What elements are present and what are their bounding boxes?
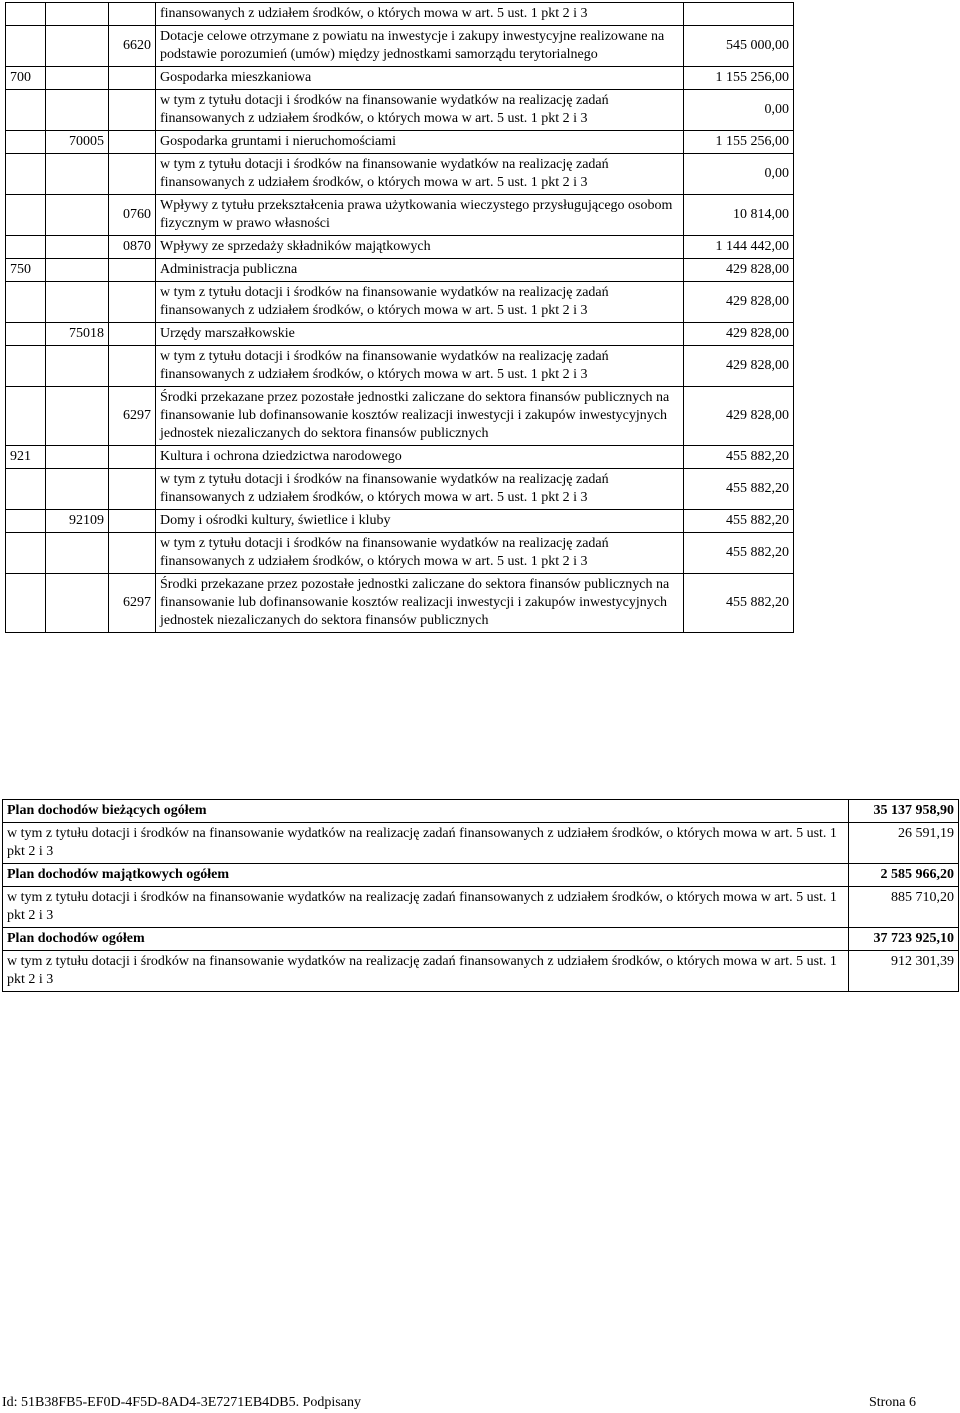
summary-label: Plan dochodów majątkowych ogółem xyxy=(3,864,849,887)
table-row xyxy=(6,236,794,259)
dzial-code: 921 xyxy=(6,446,46,469)
table-row xyxy=(6,469,794,510)
summary-row xyxy=(3,864,959,887)
empty-cell xyxy=(6,323,46,346)
empty-cell xyxy=(46,259,109,282)
table-row xyxy=(6,259,794,282)
empty-cell xyxy=(46,67,109,90)
row-amount: 429 828,00 xyxy=(684,259,794,282)
row-amount: 1 144 442,00 xyxy=(684,236,794,259)
row-amount: 10 814,00 xyxy=(684,195,794,236)
row-amount: 455 882,20 xyxy=(684,574,794,633)
row-description: Gospodarka gruntami i nieruchomościami xyxy=(156,131,684,154)
empty-cell xyxy=(6,469,46,510)
empty-cell xyxy=(46,446,109,469)
empty-cell xyxy=(6,90,46,131)
table-row xyxy=(6,323,794,346)
row-description: Wpływy z tytułu przekształcenia prawa użytkowania wieczystego przysługującego osobom fizycznym w prawo własności xyxy=(156,195,684,236)
table-row xyxy=(6,346,794,387)
row-description: Domy i ośrodki kultury, świetlice i kluby xyxy=(156,510,684,533)
empty-cell xyxy=(6,131,46,154)
summary-amount: 26 591,19 xyxy=(849,823,959,864)
row-amount: 455 882,20 xyxy=(684,533,794,574)
empty-cell xyxy=(46,533,109,574)
empty-cell xyxy=(6,236,46,259)
empty-cell xyxy=(109,469,156,510)
table-row xyxy=(6,387,794,446)
summary-amount: 2 585 966,20 xyxy=(849,864,959,887)
summary-row xyxy=(3,823,959,864)
empty-cell xyxy=(109,446,156,469)
row-description: Gospodarka mieszkaniowa xyxy=(156,67,684,90)
summary-row xyxy=(3,951,959,992)
row-amount: 1 155 256,00 xyxy=(684,67,794,90)
rozdzial-code: 70005 xyxy=(46,131,109,154)
page-number: Strona 6 xyxy=(868,1395,916,1410)
empty-cell xyxy=(109,67,156,90)
empty-cell xyxy=(46,387,109,446)
table-row xyxy=(6,131,794,154)
row-amount: 429 828,00 xyxy=(684,282,794,323)
empty-cell xyxy=(6,195,46,236)
row-amount: 455 882,20 xyxy=(684,469,794,510)
row-amount: 455 882,20 xyxy=(684,446,794,469)
row-description: Kultura i ochrona dziedzictwa narodowego xyxy=(156,446,684,469)
row-description: w tym z tytułu dotacji i środków na finansowanie wydatków na realizację zadań finansowanych z udziałem środków, o których mowa w art. 5 ust. 1 pkt 2 i 3 xyxy=(156,346,684,387)
row-amount: 545 000,00 xyxy=(684,26,794,67)
empty-cell xyxy=(46,90,109,131)
summary-amount: 885 710,20 xyxy=(849,887,959,928)
row-amount: 429 828,00 xyxy=(684,323,794,346)
paragraph-code: 6297 xyxy=(109,574,156,633)
table-row xyxy=(6,26,794,67)
income-summary-table xyxy=(2,799,959,992)
table-row xyxy=(6,510,794,533)
empty-cell xyxy=(46,469,109,510)
empty-cell xyxy=(109,3,156,26)
paragraph-code: 6620 xyxy=(109,26,156,67)
table-row xyxy=(6,282,794,323)
page-footer xyxy=(0,1394,960,1413)
row-amount xyxy=(684,3,794,26)
empty-cell xyxy=(109,154,156,195)
empty-cell xyxy=(109,533,156,574)
row-description: w tym z tytułu dotacji i środków na finansowanie wydatków na realizację zadań finansowanych z udziałem środków, o których mowa w art. 5 ust. 1 pkt 2 i 3 xyxy=(156,469,684,510)
empty-cell xyxy=(46,3,109,26)
empty-cell xyxy=(46,346,109,387)
row-description: w tym z tytułu dotacji i środków na finansowanie wydatków na realizację zadań finansowanych z udziałem środków, o których mowa w art. 5 ust. 1 pkt 2 i 3 xyxy=(156,533,684,574)
table-row xyxy=(6,67,794,90)
row-amount: 429 828,00 xyxy=(684,346,794,387)
table-row xyxy=(6,533,794,574)
empty-cell xyxy=(46,282,109,323)
empty-cell xyxy=(109,259,156,282)
row-amount: 429 828,00 xyxy=(684,387,794,446)
row-description: w tym z tytułu dotacji i środków na finansowanie wydatków na realizację zadań finansowanych z udziałem środków, o których mowa w art. 5 ust. 1 pkt 2 i 3 xyxy=(156,154,684,195)
dzial-code: 700 xyxy=(6,67,46,90)
row-description: Wpływy ze sprzedaży składników majątkowych xyxy=(156,236,684,259)
summary-row xyxy=(3,800,959,823)
row-description: Dotacje celowe otrzymane z powiatu na inwestycje i zakupy inwestycyjne realizowane na podstawie porozumień (umów) między jednostkami samorządu terytorialnego xyxy=(156,26,684,67)
row-description: Środki przekazane przez pozostałe jednostki zaliczane do sektora finansów publicznych na finansowanie lub dofinansowanie kosztów realizacji inwestycji i zakupów inwestycyjnych jednostek niezaliczanych do sektora finansów publicznych xyxy=(156,387,684,446)
summary-label: w tym z tytułu dotacji i środków na finansowanie wydatków na realizację zadań finansowanych z udziałem środków, o których mowa w art. 5 ust. 1 pkt 2 i 3 xyxy=(3,951,849,992)
row-description: finansowanych z udziałem środków, o których mowa w art. 5 ust. 1 pkt 2 i 3 xyxy=(156,3,684,26)
empty-cell xyxy=(6,282,46,323)
paragraph-code: 0870 xyxy=(109,236,156,259)
empty-cell xyxy=(6,26,46,67)
empty-cell xyxy=(6,510,46,533)
empty-cell xyxy=(109,323,156,346)
row-amount: 455 882,20 xyxy=(684,510,794,533)
summary-label: Plan dochodów ogółem xyxy=(3,928,849,951)
row-amount: 0,00 xyxy=(684,90,794,131)
empty-cell xyxy=(6,3,46,26)
empty-cell xyxy=(6,387,46,446)
paragraph-code: 6297 xyxy=(109,387,156,446)
summary-amount: 35 137 958,90 xyxy=(849,800,959,823)
summary-label: w tym z tytułu dotacji i środków na finansowanie wydatków na realizację zadań finansowanych z udziałem środków, o których mowa w art. 5 ust. 1 pkt 2 i 3 xyxy=(3,887,849,928)
summary-row xyxy=(3,887,959,928)
empty-cell xyxy=(46,574,109,633)
table-row xyxy=(6,90,794,131)
empty-cell xyxy=(6,533,46,574)
row-description: Urzędy marszałkowskie xyxy=(156,323,684,346)
document-id: Id: 51B38FB5-EF0D-4F5D-8AD4-3E7271EB4DB5. Podpisany xyxy=(2,1395,361,1410)
table-row xyxy=(6,574,794,633)
summary-amount: 912 301,39 xyxy=(849,951,959,992)
empty-cell xyxy=(109,131,156,154)
empty-cell xyxy=(6,574,46,633)
row-description: Środki przekazane przez pozostałe jednostki zaliczane do sektora finansów publicznych na finansowanie lub dofinansowanie kosztów realizacji inwestycji i zakupów inwestycyjnych jednostek niezaliczanych do sektora finansów publicznych xyxy=(156,574,684,633)
empty-cell xyxy=(46,195,109,236)
empty-cell xyxy=(109,346,156,387)
rozdzial-code: 75018 xyxy=(46,323,109,346)
table-row xyxy=(6,154,794,195)
row-description: w tym z tytułu dotacji i środków na finansowanie wydatków na realizację zadań finansowanych z udziałem środków, o których mowa w art. 5 ust. 1 pkt 2 i 3 xyxy=(156,90,684,131)
summary-label: Plan dochodów bieżących ogółem xyxy=(3,800,849,823)
table-row xyxy=(6,446,794,469)
paragraph-code: 0760 xyxy=(109,195,156,236)
summary-label: w tym z tytułu dotacji i środków na finansowanie wydatków na realizację zadań finansowanych z udziałem środków, o których mowa w art. 5 ust. 1 pkt 2 i 3 xyxy=(3,823,849,864)
empty-cell xyxy=(46,26,109,67)
dzial-code: 750 xyxy=(6,259,46,282)
row-description: Administracja publiczna xyxy=(156,259,684,282)
empty-cell xyxy=(46,236,109,259)
empty-cell xyxy=(46,154,109,195)
table-row xyxy=(6,195,794,236)
summary-amount: 37 723 925,10 xyxy=(849,928,959,951)
empty-cell xyxy=(109,282,156,323)
row-amount: 0,00 xyxy=(684,154,794,195)
empty-cell xyxy=(109,90,156,131)
rozdzial-code: 92109 xyxy=(46,510,109,533)
row-amount: 1 155 256,00 xyxy=(684,131,794,154)
empty-cell xyxy=(6,346,46,387)
empty-cell xyxy=(6,154,46,195)
row-description: w tym z tytułu dotacji i środków na finansowanie wydatków na realizację zadań finansowanych z udziałem środków, o których mowa w art. 5 ust. 1 pkt 2 i 3 xyxy=(156,282,684,323)
empty-cell xyxy=(109,510,156,533)
budget-income-table xyxy=(5,2,794,633)
summary-row xyxy=(3,928,959,951)
table-row xyxy=(6,3,794,26)
